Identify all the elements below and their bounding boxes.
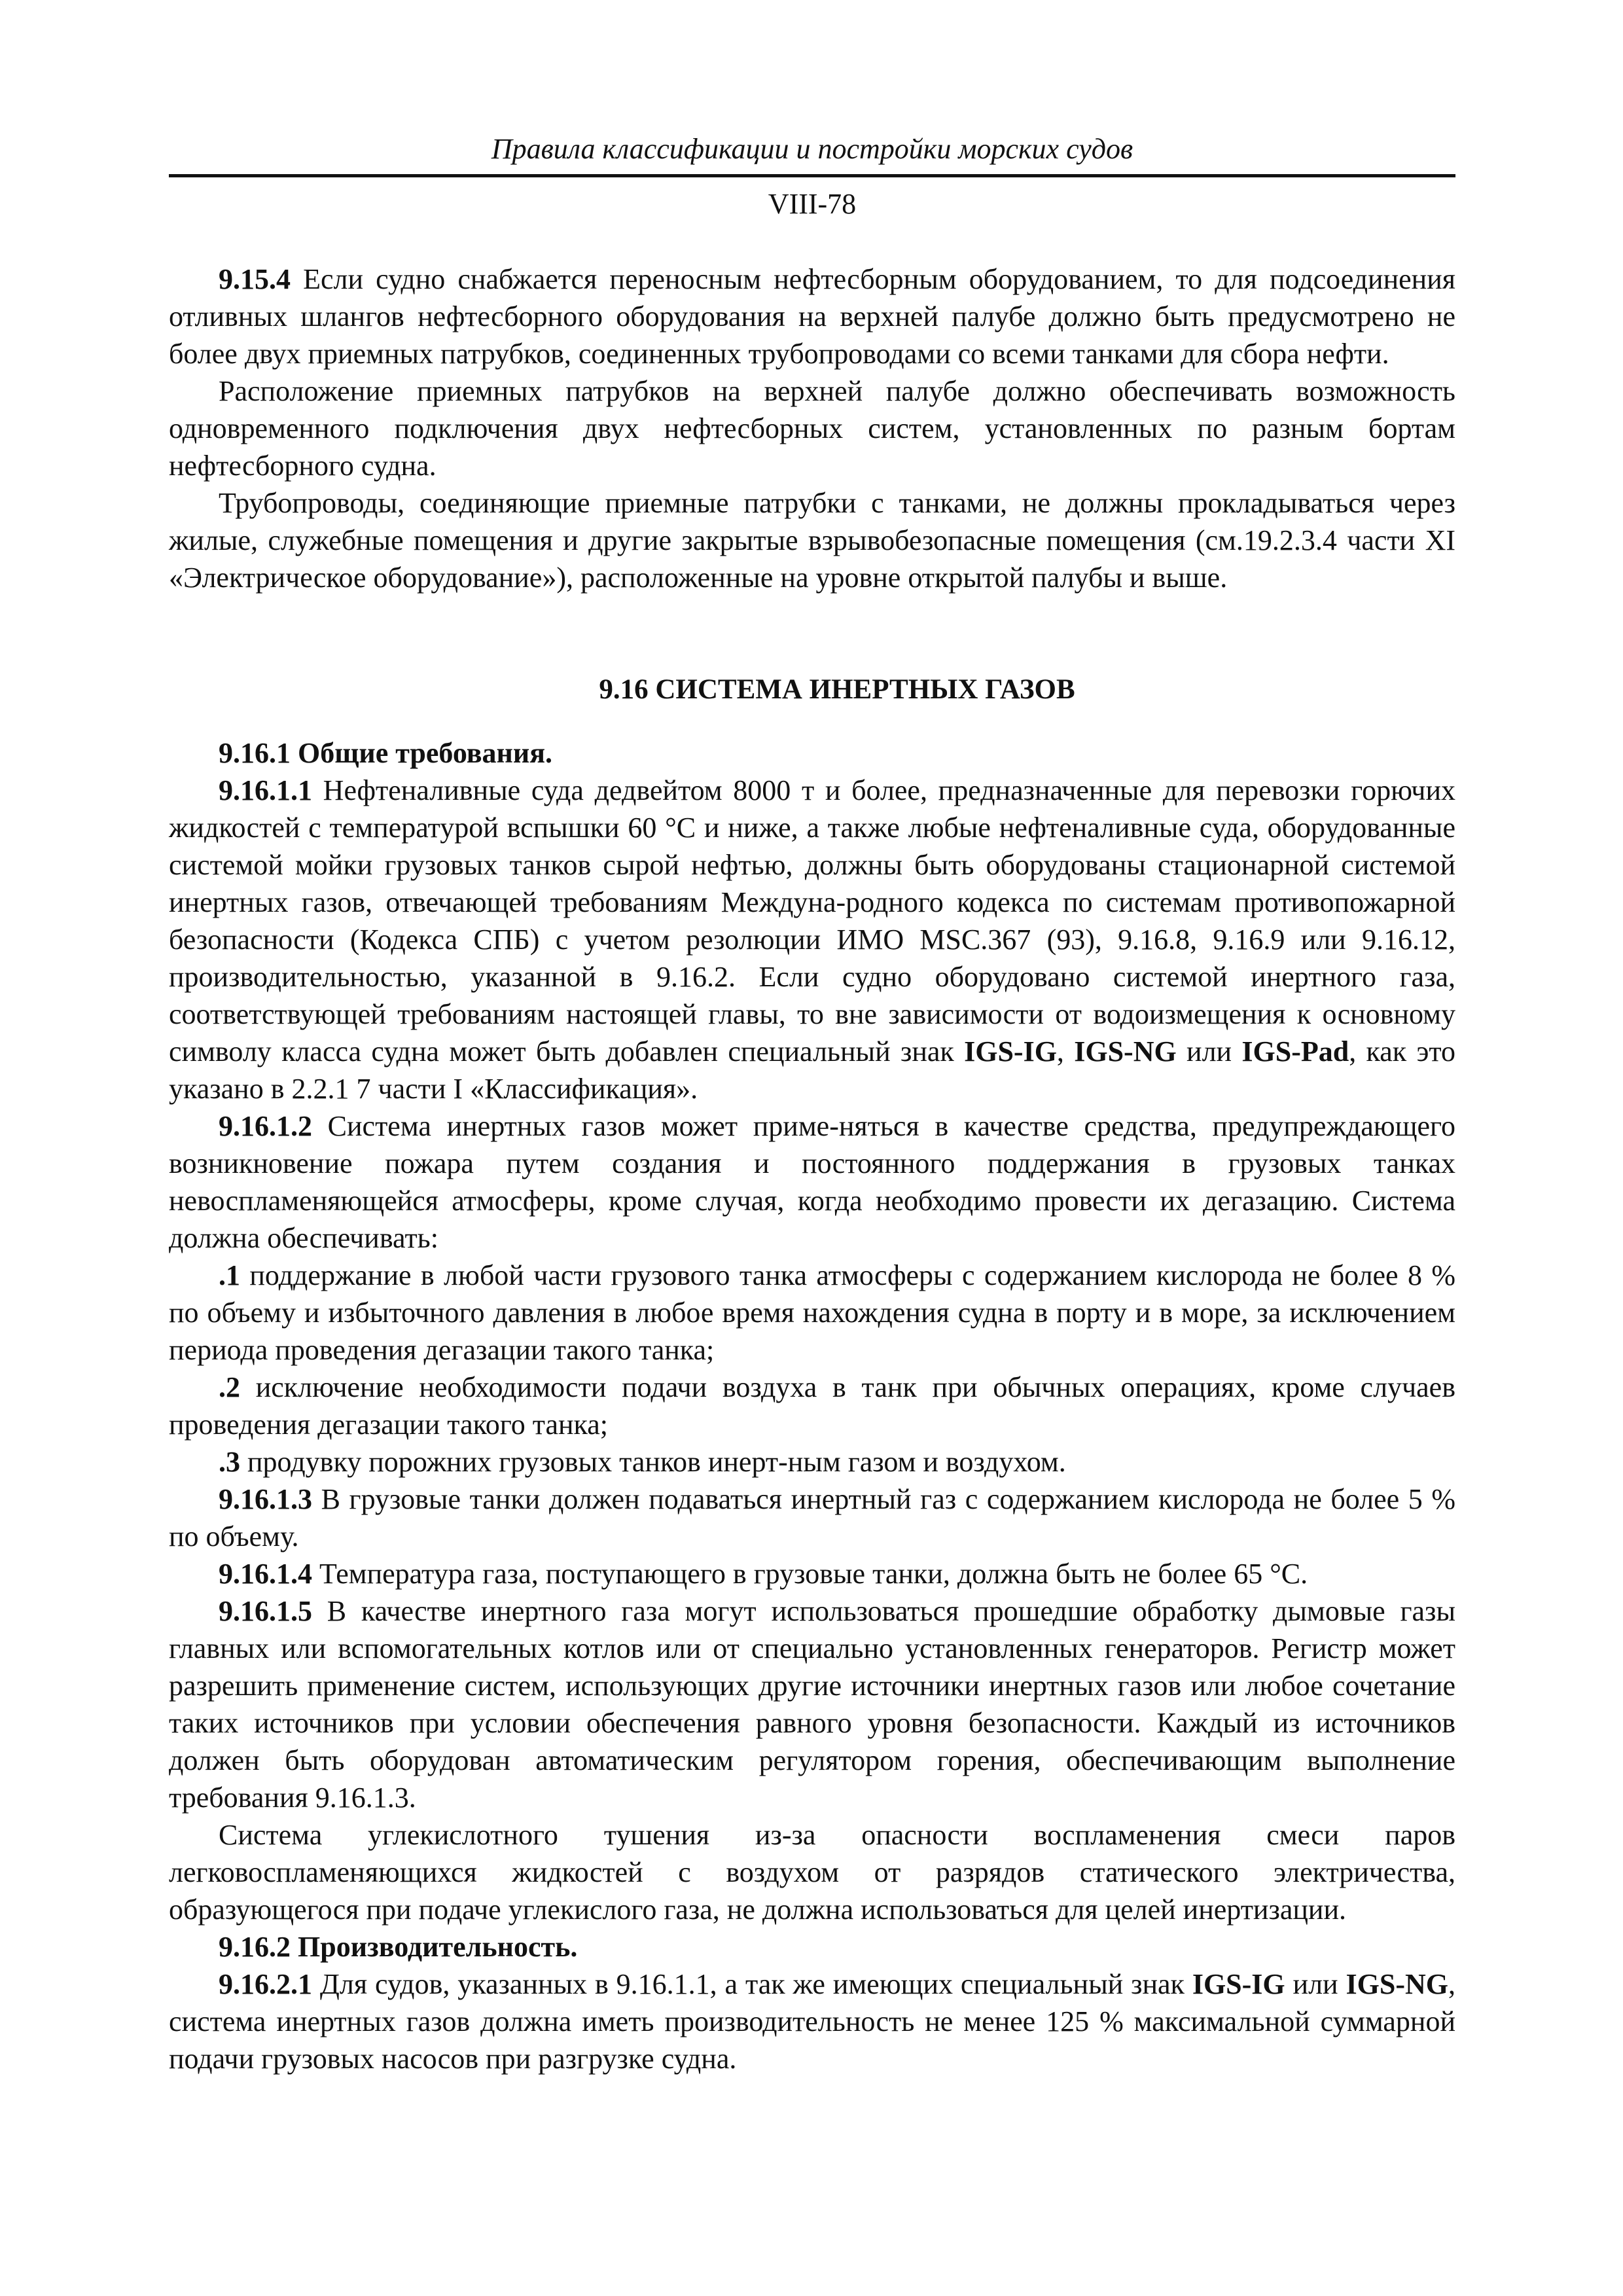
page-body	[169, 260, 1455, 2077]
clause-text: В грузовые танки должен подаваться инертный газ с содержанием кислорода не более 5 % по объему.	[169, 1483, 1455, 1552]
paragraph-9-16-1-5-co2: Система углекислотного тушения из-за опасности воспламенения смеси паров легковоспламеняющихся жидкостей с воздухом от разрядов статического электричества, образующегося при подаче углекислого газа, не должна использоваться для целей инертизации.	[169, 1819, 1455, 1926]
clause-text: В качестве инертного газа могут использоваться прошедшие обработку дымовые газы главных или вспомогательных котлов или от специально установленных генераторов. Регистр может разрешить применение систем, использующих другие источники инертных газов или любое сочетание таких источников при условии обеспечения равного уровня безопасности. Каждый из источников должен быть оборудован автоматическим регулятором горения, обеспечивающим выполнение требования 9.16.1.3.	[169, 1595, 1455, 1814]
running-title: Правила классификации и постройки морских судов	[491, 133, 1133, 165]
clause-text-tail: , как это указано в 2.2.1 7 части I «Классификация».	[169, 1035, 1455, 1105]
paragraph-9-15-4-location: Расположение приемных патрубков на верхней палубе должно обеспечивать возможность одновременного подключения двух нефтесборных систем, установленных по разным бортам нефтесборного судна.	[169, 375, 1455, 482]
clause-text: Нефтеналивные суда дедвейтом 8000 т и более, предназначенные для перевозки горючих жидкостей с температурой вспышки 60 °С и ниже, а также любые нефтеналивные суда, оборудованные системой мойки грузовых танков сырой нефтью, должны быть оборудованы стационарной системой инертных газов, отвечающей требованиям Междуна-родного кодекса по системам противопожарной безопасности (Кодекса СПБ) с учетом резолюции ИМО MSC.367 (93), 9.16.8, 9.16.9 или 9.16.12, производительностью, указанной в 9.16.2. Если судно оборудовано системой инертного газа, соответствующей требованиям настоящей главы, то вне зависимости от водоизмещения к основному символу класса судна может быть добавлен специальный знак	[169, 774, 1455, 1067]
clause-number: 9.16.1.5	[219, 1595, 312, 1627]
clause-number: 9.16.1.1	[219, 774, 312, 806]
class-mark-igs-ig: IGS-IG	[1192, 1968, 1285, 2000]
subsection-heading-9-16-1: 9.16.1 Общие требования.	[219, 737, 552, 769]
section-spacer	[169, 596, 1455, 671]
item-text: исключение необходимости подачи воздуха в танк при обычных операциях, кроме случаев проведения дегазации такого танка;	[169, 1371, 1455, 1441]
clause-number: 9.16.1.4	[219, 1558, 312, 1590]
paragraph-9-16-1-4	[169, 1555, 1455, 1592]
clause-text-tail: , система инертных газов должна иметь производительность не менее 125 % максимальной суммарной подачи грузовых насосов при разгрузке судна.	[169, 1968, 1455, 2075]
class-mark-igs-ng: IGS-NG	[1074, 1035, 1177, 1067]
item-text: продувку порожних грузовых танков инерт-ным газом и воздухом.	[240, 1446, 1066, 1478]
section-title: 9.16 СИСТЕМА ИНЕРТНЫХ ГАЗОВ	[599, 674, 1075, 705]
clause-text: Для судов, указанных в 9.16.1.1, а так же имеющих специальный знак	[312, 1968, 1192, 2000]
clause-text: Система инертных газов может приме-няться в качестве средства, предупреждающего возникновение пожара путем создания и постоянного поддержания в грузовых танках невоспламеняющейся атмосферы, кроме случая, когда необходимо провести их дегазацию. Система должна обеспечивать:	[169, 1110, 1455, 1254]
paragraph-9-16-1-5	[169, 1592, 1455, 1816]
section-spacer-small	[169, 708, 1455, 734]
clause-number: 9.16.1.3	[219, 1483, 312, 1515]
page-number: VIII-78	[768, 188, 857, 220]
clause-number: 9.15.4	[219, 263, 291, 295]
paragraph-9-16-2-1: 9.16.2.1 Для судов, указанных в 9.16.1.1, а так же имеющих специальный знак IGS-IG или IGS-NG, система инертных газов должна иметь производительность не менее 125 % максимальной суммарной подачи грузовых насосов при разгрузке судна.	[169, 1968, 1455, 2075]
paragraph-9-16-1-3	[169, 1480, 1455, 1555]
class-mark-igs-ng: IGS-NG	[1346, 1968, 1448, 2000]
item-number: .2	[219, 1371, 240, 1403]
list-item-3	[169, 1443, 1455, 1480]
item-number: .3	[219, 1446, 240, 1478]
item-text: поддержание в любой части грузового танка атмосферы с содержанием кислорода не более 8 % по объему и избыточного давления в любое время нахождения судна в порту и в море, за исключением периода проведения дегазации такого танка;	[169, 1259, 1455, 1366]
class-mark-igs-pad: IGS-Pad	[1241, 1035, 1349, 1067]
clause-text: Если судно снабжается переносным нефтесборным оборудованием, то для подсоединения отливных шлангов нефтесборного оборудования на верхней палубе должно быть предусмотрено не более двух приемных патрубков, соединенных трубопроводами со всеми танками для сбора нефти.	[169, 263, 1455, 370]
clause-number: 9.16.2.1	[219, 1968, 312, 2000]
list-item-1	[169, 1257, 1455, 1369]
clause-text: Температура газа, поступающего в грузовые танки, должна быть не более 65 °С.	[312, 1558, 1308, 1590]
list-item-2	[169, 1369, 1455, 1443]
clause-number: 9.16.1.2	[219, 1110, 312, 1142]
item-number: .1	[219, 1259, 240, 1291]
subsection-heading-9-16-2: 9.16.2 Производительность.	[219, 1931, 578, 1963]
paragraph-9-16-1-2	[169, 1107, 1455, 1257]
paragraph-9-15-4	[169, 260, 1455, 372]
paragraph-9-15-4-piping: Трубопроводы, соединяющие приемные патрубки с танками, не должны прокладываться через жилые, служебные помещения и другие закрытые взрывобезопасные помещения (см.19.2.3.4 части XI «Электрическое оборудование»), расположенные на уровне открытой палубы и выше.	[169, 487, 1455, 594]
header-rule	[169, 174, 1455, 177]
paragraph-9-16-1-1: 9.16.1.1 Нефтеналивные суда дедвейтом 8000 т и более, предназначенные для перевозки горючих жидкостей с температурой вспышки 60 °С и ниже, а также любые нефтеналивные суда, оборудованные системой мойки грузовых танков сырой нефтью, должны быть оборудованы стационарной системой инертных газов, отвечающей требованиям Междуна-родного кодекса по системам противопожарной безопасности (Кодекса СПБ) с учетом резолюции ИМО MSC.367 (93), 9.16.8, 9.16.9 или 9.16.12, производительностью, указанной в 9.16.2. Если судно оборудовано системой инертного газа, соответствующей требованиям настоящей главы, то вне зависимости от водоизмещения к основному символу класса судна может быть добавлен специальный знак IGS-IG, IGS-NG или IGS-Pad, как это указано в 2.2.1 7 части I «Классификация».	[169, 774, 1455, 1105]
class-mark-igs-ig: IGS-IG	[964, 1035, 1057, 1067]
